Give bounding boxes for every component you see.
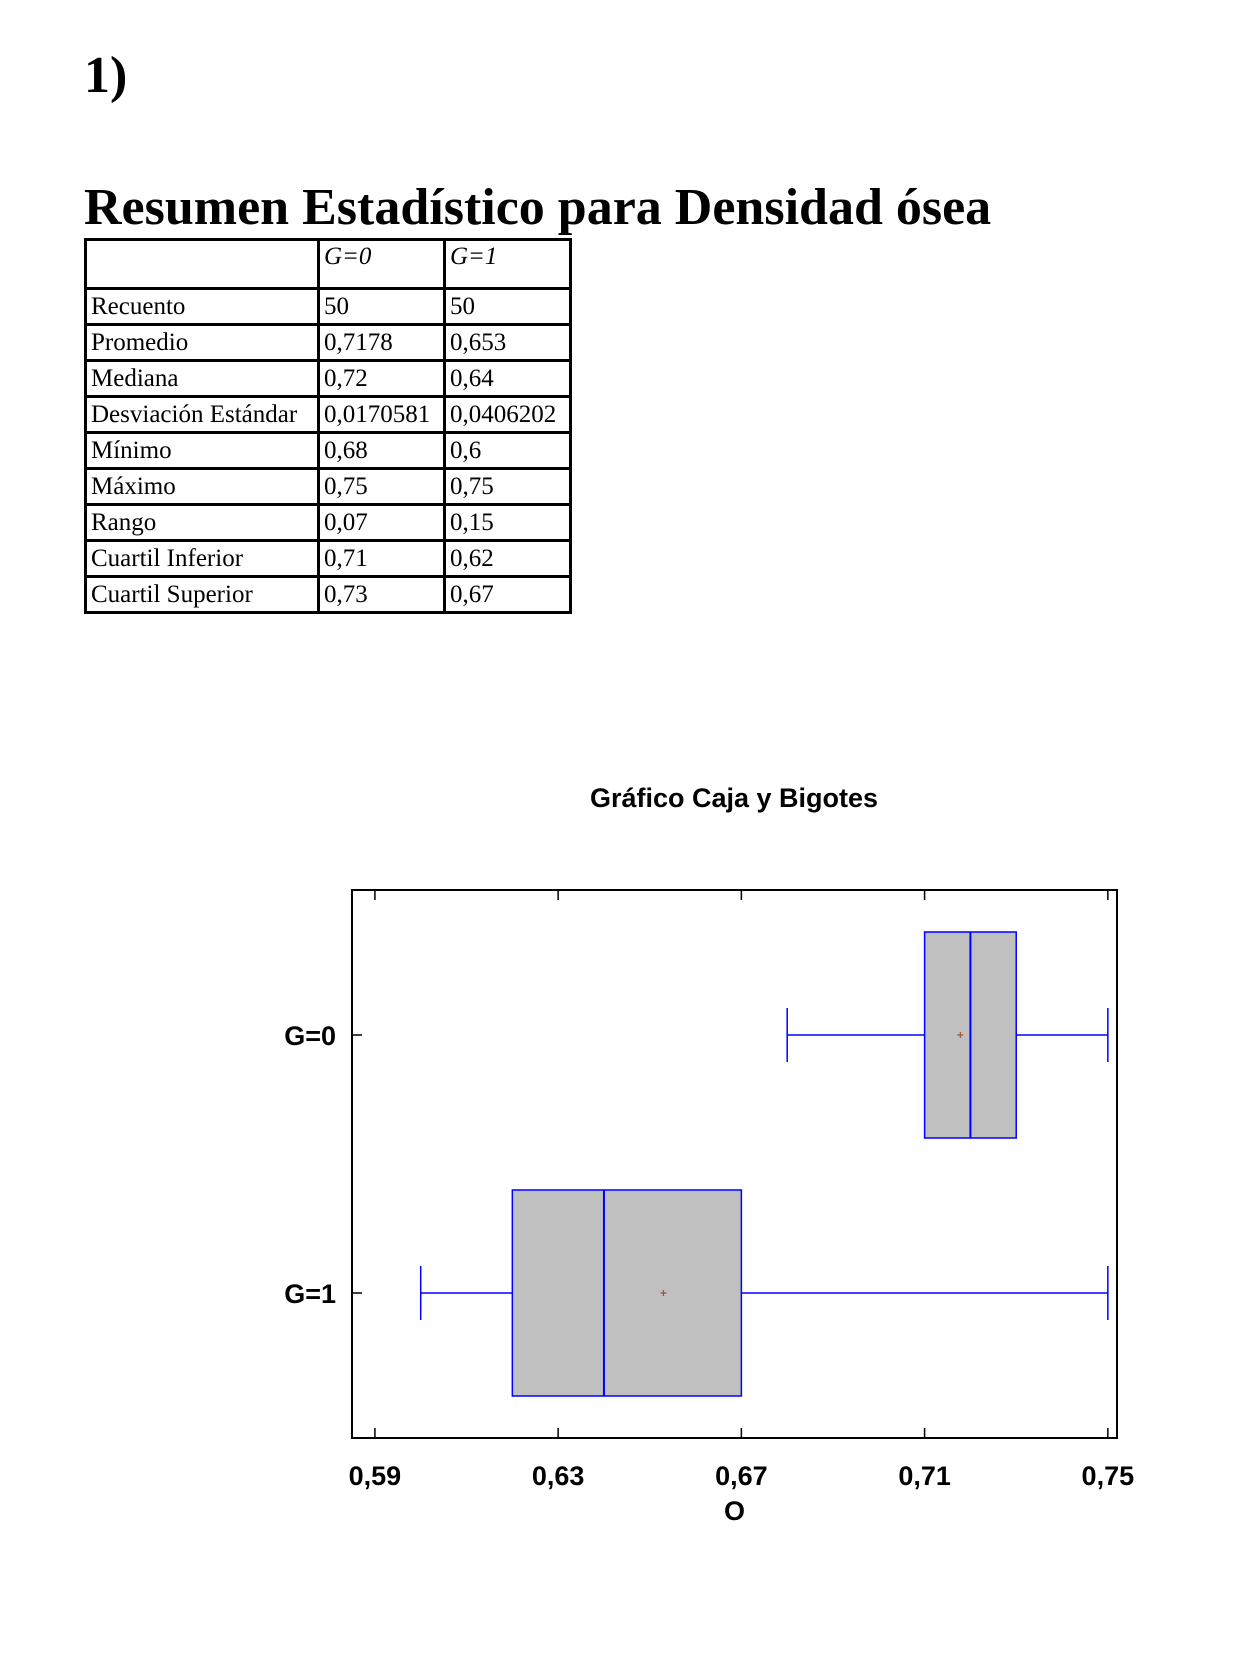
- x-tick-label: 0,67: [715, 1461, 768, 1491]
- table-cell: 0,0406202: [445, 397, 571, 433]
- table-cell: 0,15: [445, 505, 571, 541]
- header-cell: [86, 240, 319, 289]
- section-number: 1): [84, 47, 128, 104]
- header-cell: G=1: [445, 240, 571, 289]
- table-cell: 0,71: [319, 541, 445, 577]
- table-row: [86, 289, 571, 325]
- x-tick-label: 0,71: [898, 1461, 951, 1491]
- x-tick-label: 0,59: [348, 1461, 402, 1491]
- table-row: [86, 469, 571, 505]
- row-label: Rango: [86, 505, 319, 541]
- table-row: [86, 397, 571, 433]
- row-label: Desviación Estándar: [86, 397, 319, 433]
- table-cell: 0,64: [445, 361, 571, 397]
- table-row: [86, 433, 571, 469]
- row-label: Promedio: [86, 325, 319, 361]
- row-label: Cuartil Superior: [86, 577, 319, 613]
- row-label: Mínimo: [86, 433, 319, 469]
- x-axis-label: O: [723, 1496, 746, 1526]
- row-label: Recuento: [86, 289, 319, 325]
- table-cell: 0,73: [319, 577, 445, 613]
- table-cell: 50: [445, 289, 571, 325]
- x-tick-label: 0,63: [531, 1461, 585, 1491]
- row-label: Máximo: [86, 469, 319, 505]
- chart-title: Gráfico Caja y Bigotes: [589, 783, 879, 813]
- y-category-label: G=1: [284, 1279, 336, 1309]
- table-cell: 0,68: [319, 433, 445, 469]
- row-label: Cuartil Inferior: [86, 541, 319, 577]
- table-header-row: [86, 240, 571, 289]
- table-cell: 50: [319, 289, 445, 325]
- table-cell: 0,653: [445, 325, 571, 361]
- summary-table: [84, 238, 572, 614]
- table-cell: 0,75: [445, 469, 571, 505]
- table-cell: 0,75: [319, 469, 445, 505]
- iqr-box: [512, 1190, 741, 1396]
- y-category-label: G=0: [284, 1021, 336, 1051]
- table-cell: 0,62: [445, 541, 571, 577]
- table-cell: 0,07: [319, 505, 445, 541]
- table-cell: 0,0170581: [319, 397, 445, 433]
- table-cell: 0,67: [445, 577, 571, 613]
- row-label: Mediana: [86, 361, 319, 397]
- header-cell: G=0: [319, 240, 445, 289]
- table-cell: 0,6: [445, 433, 571, 469]
- box-whisker-chart: [0, 760, 1242, 1540]
- table-row: [86, 361, 571, 397]
- page-title: Resumen Estadístico para Densidad ósea: [84, 179, 992, 236]
- table-row: [86, 505, 571, 541]
- table-cell: 0,72: [319, 361, 445, 397]
- table-row: [86, 577, 571, 613]
- table-cell: 0,7178: [319, 325, 445, 361]
- table-row: [86, 325, 571, 361]
- x-tick-label: 0,75: [1081, 1461, 1135, 1491]
- table-row: [86, 541, 571, 577]
